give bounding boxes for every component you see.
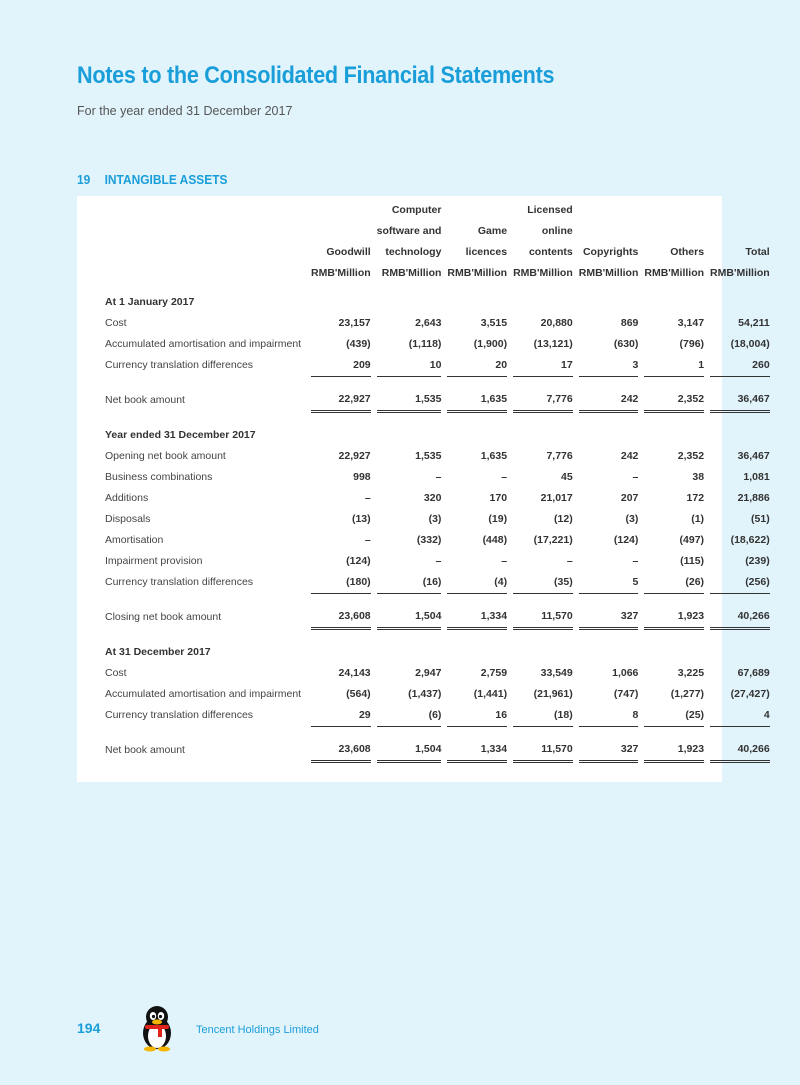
table-cell: – <box>435 555 442 567</box>
table-cell <box>377 629 442 643</box>
row-label: Accumulated amortisation and impairment <box>105 688 302 700</box>
table-cell: (115) <box>680 555 705 567</box>
table-cell: (18,004) <box>730 338 770 350</box>
table-cell: (124) <box>346 555 371 567</box>
table-cell: 20 <box>447 355 507 377</box>
table-cell: 4 <box>710 705 770 727</box>
table-cell <box>644 284 704 292</box>
table-cell: technology <box>385 246 442 258</box>
table-cell <box>644 642 704 663</box>
table-cell: 1,923 <box>644 739 704 762</box>
column-header-row <box>105 221 770 242</box>
table-cell: 1 <box>644 355 704 377</box>
row-label: Accumulated amortisation and impairment <box>105 338 302 350</box>
spacer-row <box>105 412 770 426</box>
spacer-row <box>105 377 770 390</box>
table-cell: (1,277) <box>670 688 705 700</box>
table-cell: 45 <box>561 471 573 483</box>
table-cell <box>710 200 770 221</box>
table-cell: (1) <box>691 513 705 525</box>
row-label <box>105 200 305 221</box>
section-title: INTANGIBLE ASSETS <box>104 172 228 187</box>
row-label <box>105 629 305 643</box>
table-cell <box>377 425 442 446</box>
table-cell <box>710 727 770 740</box>
table-cell: (35) <box>513 572 573 594</box>
table-cell: (26) <box>644 572 704 594</box>
table-cell <box>311 642 371 663</box>
table-cell <box>644 292 704 313</box>
table-cell <box>579 221 639 242</box>
table-cell <box>447 284 507 292</box>
table-cell: (124) <box>613 534 639 546</box>
row-label: Cost <box>105 667 127 679</box>
table-cell: Others <box>670 246 705 258</box>
table-cell <box>311 594 371 607</box>
table-cell: Computer <box>391 204 442 216</box>
table-cell <box>513 412 573 426</box>
table-cell: (25) <box>644 705 704 727</box>
table-cell <box>579 284 639 292</box>
table-cell <box>710 594 770 607</box>
table-cell: RMB'Million <box>447 267 508 279</box>
table-cell: (13) <box>351 513 371 525</box>
table-cell: 67,689 <box>737 667 770 679</box>
table-cell: RMB'Million <box>513 267 573 279</box>
table-cell: 24,143 <box>338 667 371 679</box>
row-label: Year ended 31 December 2017 <box>105 429 256 441</box>
table-cell: (180) <box>311 572 371 594</box>
table-cell: (3) <box>625 513 639 525</box>
row-label <box>105 263 305 284</box>
row-label: Net book amount <box>105 743 185 756</box>
table-cell: 11,570 <box>513 739 573 762</box>
table-cell: 209 <box>311 355 371 377</box>
table-cell <box>644 727 704 740</box>
table-cell: (630) <box>613 338 639 350</box>
table-cell: 11,570 <box>513 606 573 629</box>
table-cell: contents <box>528 246 573 258</box>
column-header-row <box>105 263 770 284</box>
table-cell <box>447 200 507 221</box>
table-cell <box>710 221 770 242</box>
table-cell: (6) <box>377 705 442 727</box>
row-label: Currency translation differences <box>105 359 254 372</box>
row-label: Net book amount <box>105 393 185 406</box>
table-cell <box>579 642 639 663</box>
table-cell <box>311 727 371 740</box>
qq-penguin-icon <box>137 1003 177 1053</box>
table-cell: (1,118) <box>408 338 442 350</box>
table-cell: 40,266 <box>710 606 770 629</box>
table-cell <box>513 727 573 740</box>
table-cell: Goodwill <box>326 246 371 258</box>
table-cell: (747) <box>613 688 639 700</box>
table-row <box>105 446 770 467</box>
table-cell: 5 <box>579 572 639 594</box>
table-cell: (1,441) <box>473 688 508 700</box>
row-label: Currency translation differences <box>105 709 254 722</box>
table-cell: 2,352 <box>677 450 705 462</box>
table-cell: (51) <box>751 513 770 525</box>
table-cell: 2,947 <box>415 667 442 679</box>
table-cell <box>579 412 639 426</box>
table-cell <box>644 425 704 446</box>
table-cell <box>644 594 704 607</box>
table-row <box>105 334 770 355</box>
table-cell <box>311 200 371 221</box>
table-cell: 23,608 <box>311 739 371 762</box>
table-cell: (439) <box>346 338 371 350</box>
table-row <box>105 551 770 572</box>
page-subtitle: For the year ended 31 December 2017 <box>77 104 293 118</box>
table-cell: 7,776 <box>513 389 573 412</box>
table-cell <box>447 727 507 740</box>
section-heading-row <box>105 642 770 663</box>
total-row <box>105 606 770 629</box>
row-label: At 1 January 2017 <box>105 296 195 308</box>
table-cell: 1,504 <box>377 739 442 762</box>
table-cell <box>513 642 573 663</box>
table-cell: 22,927 <box>311 389 371 412</box>
table-cell: (1,900) <box>473 338 508 350</box>
table-cell: 3,147 <box>677 317 705 329</box>
table-cell <box>579 727 639 740</box>
spacer-row <box>105 594 770 607</box>
table-cell <box>579 292 639 313</box>
table-cell: 260 <box>710 355 770 377</box>
table-cell: 172 <box>686 492 705 504</box>
table-cell: – <box>364 534 371 546</box>
table-cell: 33,549 <box>540 667 573 679</box>
table-cell: 1,504 <box>377 606 442 629</box>
table-cell: – <box>501 555 508 567</box>
table-cell <box>513 425 573 446</box>
spacer-row <box>105 727 770 740</box>
table-row <box>105 572 770 594</box>
table-cell <box>311 629 371 643</box>
table-cell <box>579 425 639 446</box>
table-cell: 2,643 <box>415 317 442 329</box>
table-cell: 242 <box>579 389 639 412</box>
section-heading-row <box>105 292 770 313</box>
row-label: Cost <box>105 317 127 329</box>
row-label <box>105 221 305 242</box>
table-cell <box>710 629 770 643</box>
table-cell <box>644 221 704 242</box>
table-cell: 170 <box>489 492 508 504</box>
table-cell: 20,880 <box>540 317 573 329</box>
table-cell <box>447 629 507 643</box>
row-label <box>105 594 305 607</box>
table-cell: Copyrights <box>582 246 639 258</box>
table-cell: (796) <box>679 338 705 350</box>
table-cell: 23,608 <box>311 606 371 629</box>
table-cell <box>311 425 371 446</box>
table-cell: RMB'Million <box>578 267 639 279</box>
table-cell: 1,334 <box>447 606 507 629</box>
table-cell: 869 <box>620 317 639 329</box>
table-cell <box>377 642 442 663</box>
row-label <box>105 727 305 740</box>
table-cell <box>377 594 442 607</box>
table-cell: (256) <box>710 572 770 594</box>
table-cell <box>579 594 639 607</box>
table-cell: (4) <box>447 572 507 594</box>
table-row <box>105 684 770 705</box>
table-cell <box>644 412 704 426</box>
table-cell: 36,467 <box>710 389 770 412</box>
total-row <box>105 739 770 762</box>
row-label <box>105 412 305 426</box>
table-cell: 327 <box>579 739 639 762</box>
table-cell <box>377 292 442 313</box>
table-cell: – <box>632 555 639 567</box>
table-cell <box>377 284 442 292</box>
row-label <box>105 284 305 292</box>
table-cell <box>710 642 770 663</box>
row-label <box>105 242 305 263</box>
column-header-row <box>105 200 770 221</box>
table-cell: RMB'Million <box>644 267 705 279</box>
table-cell <box>579 377 639 390</box>
table-cell: 1,081 <box>743 471 770 483</box>
table-cell: (332) <box>416 534 442 546</box>
table-cell: (497) <box>679 534 705 546</box>
table-cell: 23,157 <box>338 317 371 329</box>
table-cell <box>311 292 371 313</box>
section-heading-row <box>105 425 770 446</box>
table-cell: (18) <box>513 705 573 727</box>
table-cell: (3) <box>428 513 442 525</box>
table-row <box>105 705 770 727</box>
table-cell: 242 <box>620 450 639 462</box>
table-cell: 2,759 <box>480 667 508 679</box>
table-cell <box>377 412 442 426</box>
table-row <box>105 313 770 334</box>
table-cell <box>447 292 507 313</box>
table-row <box>105 467 770 488</box>
row-label: At 31 December 2017 <box>105 646 211 658</box>
table-cell <box>579 629 639 643</box>
table-cell: 1,535 <box>415 450 442 462</box>
row-label: Currency translation differences <box>105 576 254 589</box>
row-label: Opening net book amount <box>105 450 226 462</box>
table-cell: 320 <box>423 492 442 504</box>
table-cell: (564) <box>346 688 371 700</box>
table-cell: 998 <box>353 471 371 483</box>
table-cell: 1,635 <box>447 389 507 412</box>
table-cell <box>513 377 573 390</box>
spacer-row <box>105 629 770 643</box>
table-cell: RMB'Million <box>710 267 770 279</box>
table-cell <box>710 412 770 426</box>
table-cell: 3,515 <box>480 317 508 329</box>
table-cell <box>447 642 507 663</box>
total-row <box>105 389 770 412</box>
table-cell <box>644 629 704 643</box>
table-cell <box>447 594 507 607</box>
table-cell: 8 <box>579 705 639 727</box>
table-cell <box>644 200 704 221</box>
company-name: Tencent Holdings Limited <box>196 1024 319 1036</box>
row-label: Impairment provision <box>105 555 203 567</box>
table-cell <box>710 284 770 292</box>
table-cell: (448) <box>482 534 508 546</box>
table-cell: 40,266 <box>710 739 770 762</box>
table-cell: 3,225 <box>677 667 705 679</box>
table-cell: 207 <box>620 492 639 504</box>
table-cell: 7,776 <box>546 450 573 462</box>
section-number: 19 <box>77 172 91 187</box>
page-number: 194 <box>77 1020 101 1036</box>
row-label: Additions <box>105 492 149 504</box>
table-cell: (27,427) <box>730 688 770 700</box>
row-label: Business combinations <box>105 471 213 483</box>
table-cell: (1,437) <box>408 688 442 700</box>
table-cell: (19) <box>488 513 508 525</box>
table-cell <box>311 412 371 426</box>
table-cell: – <box>435 471 442 483</box>
table-cell <box>447 377 507 390</box>
table-cell: 54,211 <box>738 317 770 329</box>
table-cell: 1,066 <box>612 667 639 679</box>
table-cell: 2,352 <box>644 389 704 412</box>
table-cell: 38 <box>692 471 705 483</box>
table-cell: – <box>566 555 573 567</box>
table-cell <box>644 377 704 390</box>
table-cell: – <box>632 471 639 483</box>
table-cell <box>513 284 573 292</box>
page-title: Notes to the Consolidated Financial Statements <box>77 62 555 89</box>
table-cell <box>513 629 573 643</box>
table-cell: 21,886 <box>737 492 770 504</box>
table-cell <box>579 200 639 221</box>
table-cell: 327 <box>579 606 639 629</box>
table-cell: Game <box>477 225 508 237</box>
table-cell: online <box>541 225 573 237</box>
table-cell <box>710 425 770 446</box>
row-label: Disposals <box>105 513 151 525</box>
table-cell: licences <box>465 246 508 258</box>
table-cell <box>710 377 770 390</box>
intangible-assets-table <box>105 200 770 763</box>
table-cell <box>710 292 770 313</box>
table-cell <box>447 412 507 426</box>
table-cell: (239) <box>745 555 770 567</box>
table-cell: (12) <box>554 513 573 525</box>
table-cell: – <box>501 471 508 483</box>
table-row <box>105 663 770 684</box>
table-cell: 1,334 <box>447 739 507 762</box>
table-cell: 21,017 <box>540 492 573 504</box>
table-cell <box>447 425 507 446</box>
table-cell <box>377 377 442 390</box>
row-label <box>105 377 305 390</box>
row-label: Closing net book amount <box>105 610 222 623</box>
table-cell: – <box>364 492 371 504</box>
table-cell: Licensed <box>527 204 573 216</box>
table-cell: software and <box>376 225 442 237</box>
table-cell: 17 <box>513 355 573 377</box>
table-cell: (21,961) <box>533 688 573 700</box>
table-row <box>105 509 770 530</box>
table-cell: 16 <box>447 705 507 727</box>
table-cell: (18,622) <box>730 534 770 546</box>
table-row <box>105 355 770 377</box>
row-label: Amortisation <box>105 534 164 546</box>
table-row <box>105 488 770 509</box>
column-header-row <box>105 242 770 263</box>
table-cell <box>311 284 371 292</box>
table-cell: 1,923 <box>644 606 704 629</box>
table-row <box>105 530 770 551</box>
table-cell <box>377 727 442 740</box>
table-cell: (13,121) <box>533 338 573 350</box>
table-cell: 29 <box>311 705 371 727</box>
table-cell: Total <box>745 246 770 258</box>
table-cell: 36,467 <box>737 450 770 462</box>
table-cell: 22,927 <box>338 450 371 462</box>
table-cell <box>513 292 573 313</box>
table-cell: (17,221) <box>533 534 573 546</box>
table-cell <box>311 221 371 242</box>
table-cell <box>311 377 371 390</box>
table-cell: 10 <box>377 355 442 377</box>
table-cell: (16) <box>377 572 442 594</box>
table-cell: 1,635 <box>480 450 508 462</box>
table-cell: RMB'Million <box>381 267 442 279</box>
table-cell <box>513 594 573 607</box>
table-cell: RMB'Million <box>311 267 371 279</box>
spacer-row <box>105 284 770 292</box>
table-cell: 3 <box>579 355 639 377</box>
section-heading <box>77 172 228 187</box>
table-cell: 1,535 <box>377 389 442 412</box>
